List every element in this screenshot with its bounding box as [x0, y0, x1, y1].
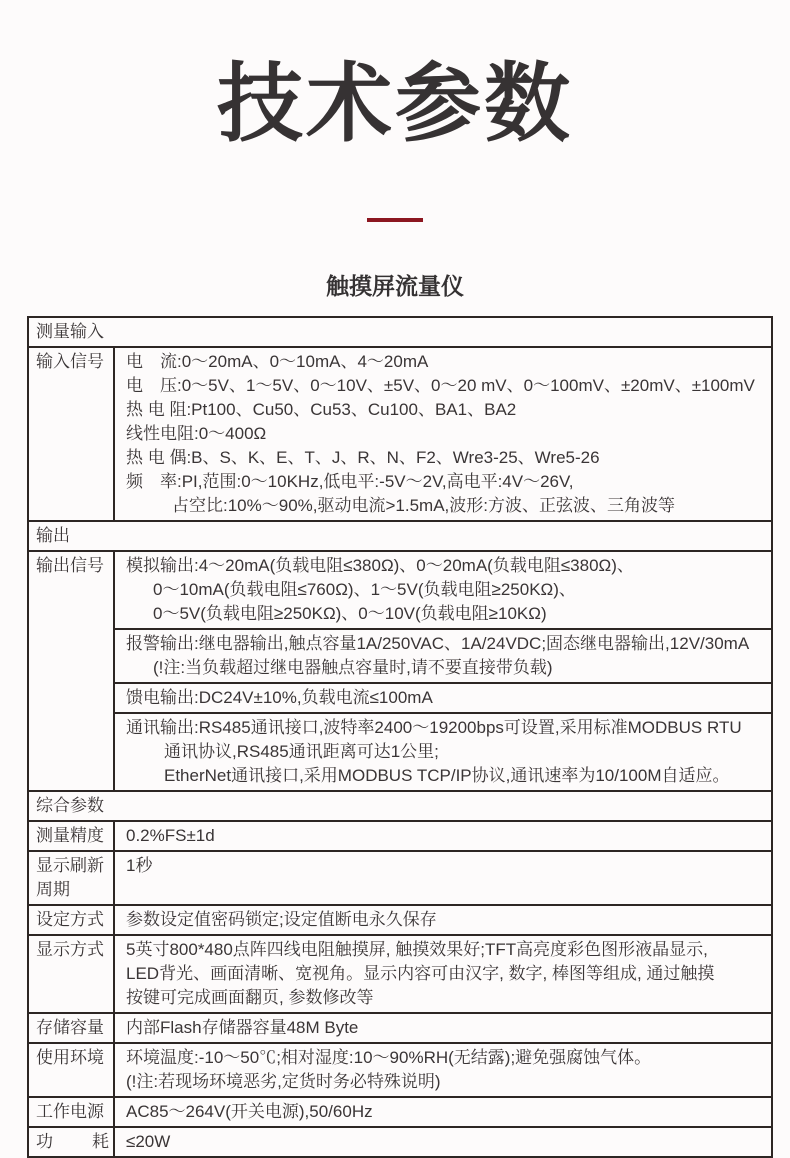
spec-line-linear-resistance: 线性电阻:0～400Ω [126, 423, 267, 443]
spec-line-rtd: 热 电 阻:Pt100、Cu50、Cu53、Cu100、BA1、BA2 [126, 399, 517, 419]
row-value-setting-method: 参数设定值密码锁定;设定值断电永久保存 [114, 905, 772, 935]
spec-line-comm-1: 通讯输出:RS485通讯接口,波特率2400～19200bps可设置,采用标准MODBUS RTU [126, 717, 742, 737]
row-storage-capacity [28, 1013, 772, 1043]
row-value-power-consumption: ≤20W [114, 1127, 772, 1157]
row-working-power [28, 1097, 772, 1127]
spec-line-current: 电 流:0～20mA、0～10mA、4～20mA [126, 351, 429, 371]
row-setting-method [28, 905, 772, 935]
row-refresh-period [28, 851, 772, 905]
spec-line-feed: 馈电输出:DC24V±10%,负载电流≤100mA [126, 687, 433, 707]
row-label-refresh-period: 显示刷新周期 [28, 851, 114, 905]
spec-line-analog-3: 0～5V(负载电阻≥250KΩ)、0～10V(负载电阻≥10KΩ) [153, 603, 547, 623]
row-label-display-method: 显示方式 [28, 935, 114, 1013]
row-value-accuracy: 0.2%FS±1d [114, 821, 772, 851]
row-label-environment: 使用环境 [28, 1043, 114, 1097]
spec-line-analog-2: 0～10mA(负载电阻≤760Ω)、1～5V(负载电阻≥250KΩ)、 [153, 579, 576, 599]
title-divider-accent [367, 218, 423, 222]
section-title-general: 综合参数 [28, 791, 772, 821]
row-content-environment [114, 1043, 772, 1097]
spec-line-display-2: LED背光、画面清晰、宽视角。显示内容可由汉字, 数字, 棒图等组成, 通过触摸 [126, 963, 715, 983]
spec-line-thermocouple: 热 电 偶:B、S、K、E、T、J、R、N、F2、Wre3-25、Wre5-26 [126, 447, 600, 467]
row-label-working-power: 工作电源 [28, 1097, 114, 1127]
spec-table [27, 316, 773, 1158]
spec-line-environment-note: (!注:若现场环境恶劣,定货时务必特殊说明) [126, 1071, 441, 1091]
subrow-analog-output [115, 552, 771, 630]
spec-line-display-3: 按键可完成画面翻页, 参数修改等 [126, 987, 374, 1007]
product-subtitle: 触摸屏流量仪 [326, 272, 464, 299]
row-content-input-signal [114, 347, 772, 521]
section-title-measure-input: 测量输入 [28, 317, 772, 347]
row-content-display-method [114, 935, 772, 1013]
section-row-measure-input [28, 317, 772, 347]
spec-line-comm-2: 通讯协议,RS485通讯距离可达1公里; [164, 741, 439, 761]
spec-line-voltage: 电 压:0～5V、1～5V、0～10V、±5V、0～20 mV、0～100mV、±20mV、±100mV [126, 375, 755, 395]
spec-line-display-1: 5英寸800*480点阵四线电阻触摸屏, 触摸效果好;TFT高亮度彩色图形液晶显示, [126, 939, 708, 959]
row-label-setting-method: 设定方式 [28, 905, 114, 935]
row-accuracy [28, 821, 772, 851]
row-content-output-signal [114, 551, 772, 791]
row-value-working-power: AC85～264V(开关电源),50/60Hz [114, 1097, 772, 1127]
row-value-refresh-period: 1秒 [114, 851, 772, 905]
spec-line-comm-3: EtherNet通讯接口,采用MODBUS TCP/IP协议,通讯速率为10/100M自适应。 [164, 765, 730, 785]
page-title: 技术参数 [217, 56, 573, 152]
section-title-output: 输出 [28, 521, 772, 551]
subrow-alarm-output [115, 630, 771, 684]
subrow-feed-output [115, 684, 771, 714]
row-display-method [28, 935, 772, 1013]
row-power-consumption [28, 1127, 772, 1157]
row-label-accuracy: 测量精度 [28, 821, 114, 851]
section-row-output [28, 521, 772, 551]
row-label-input-signal: 输入信号 [28, 347, 114, 521]
subrow-comm-output [115, 714, 771, 790]
row-label-power-consumption: 功耗 [28, 1127, 114, 1157]
spec-line-duty-cycle: 占空比:10%～90%,驱动电流>1.5mA,波形:方波、正弦波、三角波等 [172, 495, 676, 515]
row-label-output-signal: 输出信号 [28, 551, 114, 791]
spec-line-frequency: 频 率:PI,范围:0～10KHz,低电平:-5V～2V,高电平:4V～26V, [126, 471, 574, 491]
spec-line-environment-1: 环境温度:-10～50℃;相对湿度:10～90%RH(无结露);避免强腐蚀气体。 [126, 1047, 652, 1067]
row-output-signal [28, 551, 772, 791]
row-label-storage-capacity: 存储容量 [28, 1013, 114, 1043]
row-value-storage-capacity: 内部Flash存储器容量48M Byte [114, 1013, 772, 1043]
section-row-general [28, 791, 772, 821]
row-input-signal [28, 347, 772, 521]
spec-line-alarm-note: (!注:当负载超过继电器触点容量时,请不要直接带负载) [153, 657, 553, 677]
spec-line-alarm-1: 报警输出:继电器输出,触点容量1A/250VAC、1A/24VDC;固态继电器输出,12V/30mA [126, 633, 750, 653]
spec-line-analog-1: 模拟输出:4～20mA(负载电阻≤380Ω)、0～20mA(负载电阻≤380Ω)、 [126, 555, 634, 575]
row-environment [28, 1043, 772, 1097]
